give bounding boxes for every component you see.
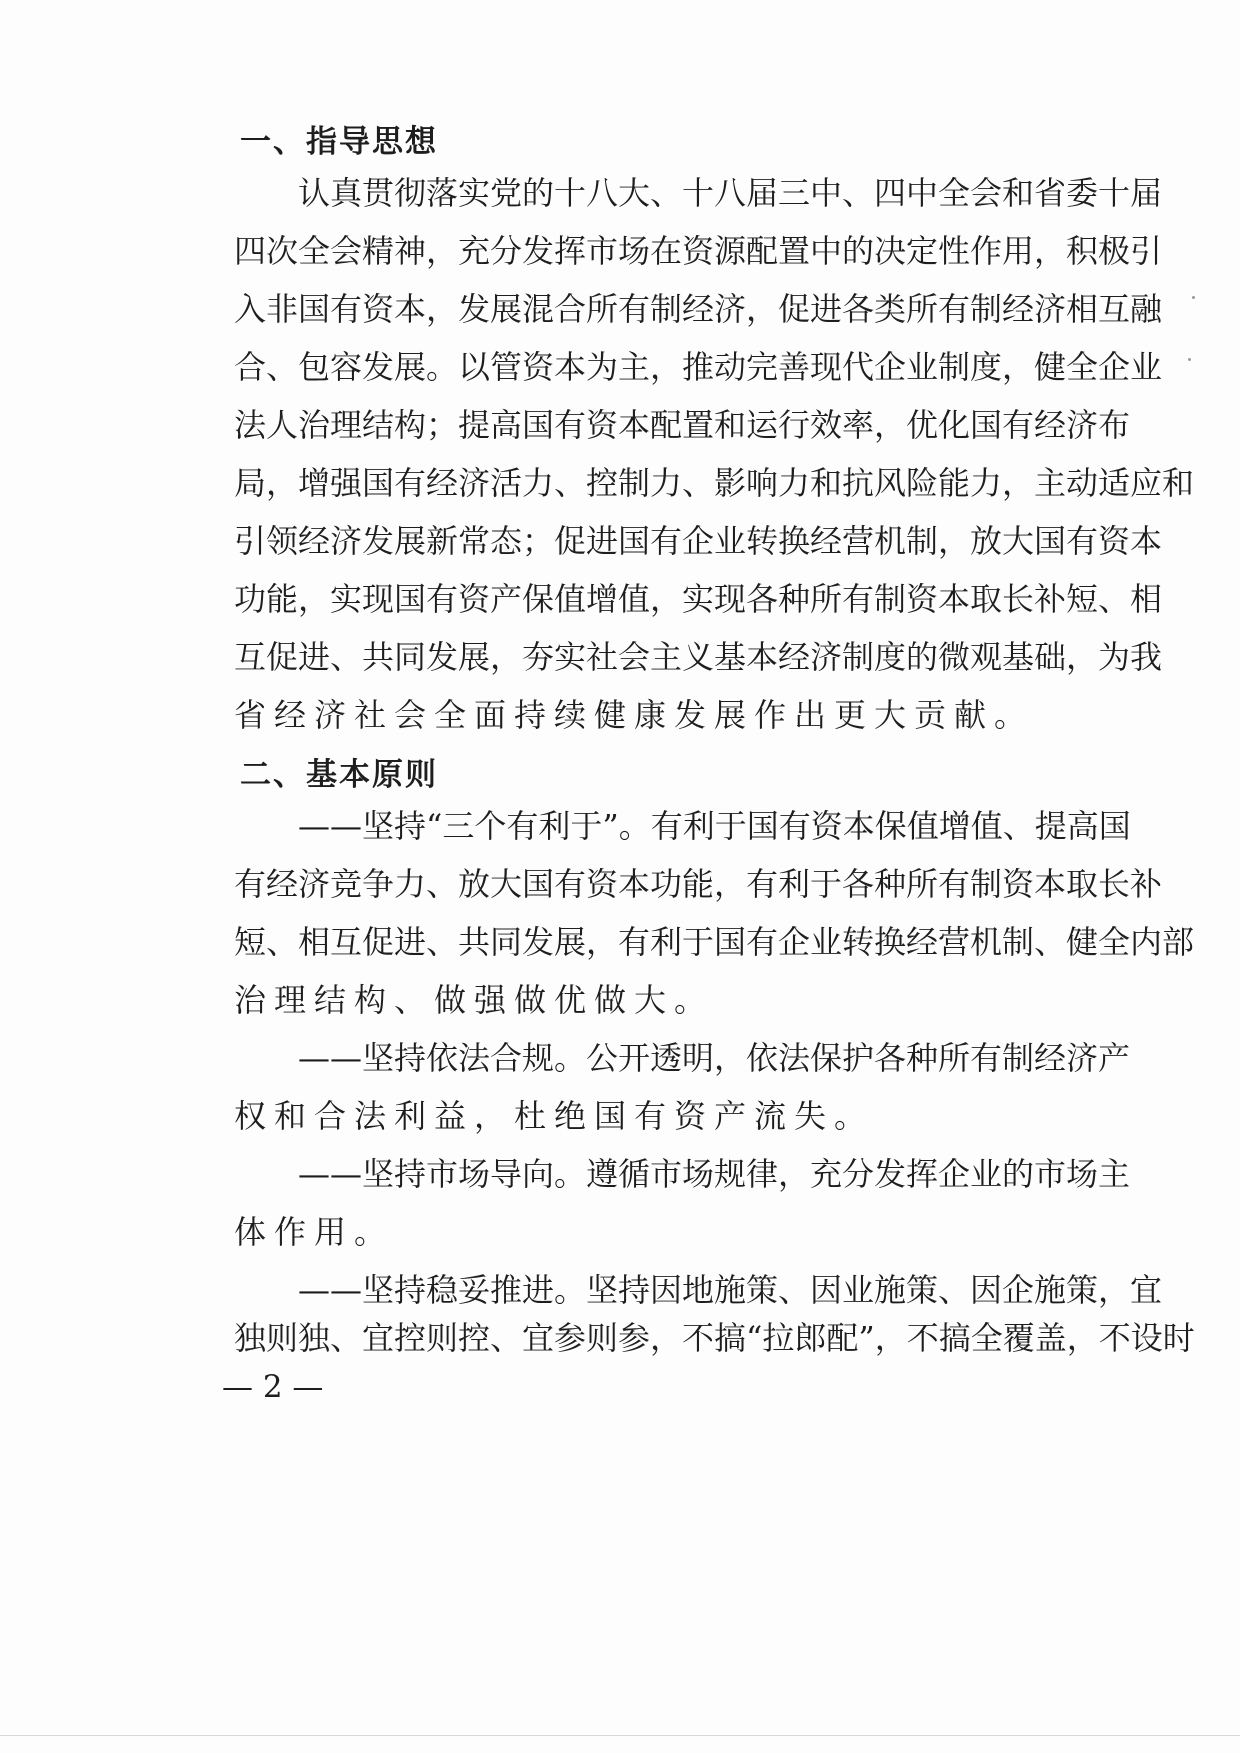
page-number: — 2 — (222, 1369, 324, 1405)
section-1-line: 互促进、共同发展，夯实社会主义基本经济制度的微观基础，为我 (234, 638, 1163, 676)
section-1-line: 入非国有资本，发展混合所有制经济，促进各类所有制经济相互融 (234, 290, 1163, 328)
scan-speck (1188, 358, 1191, 361)
principle-4-line: ——坚持稳妥推进。坚持因地施策、因业施策、因企施策，宜 (298, 1271, 1163, 1309)
section-1-heading: 一、指导思想 (240, 124, 438, 160)
section-1-line: 省经济社会全面持续健康发展作出更大贡献。 (234, 696, 1035, 734)
principle-1-line: 短、相互促进、共同发展，有利于国有企业转换经营机制、健全内部 (234, 923, 1195, 961)
section-1-line: 认真贯彻落实党的十八大、十八届三中、四中全会和省委十届 (298, 174, 1163, 212)
section-1-line: 合、包容发展。以管资本为主，推动完善现代企业制度，健全企业 (234, 348, 1163, 386)
principle-2-line: 权和合法利益，杜绝国有资产流失。 (234, 1097, 875, 1135)
section-1-line: 局，增强国有经济活力、控制力、影响力和抗风险能力，主动适应和 (234, 464, 1195, 502)
section-1-line: 法人治理结构；提高国有资本配置和运行效率，优化国有经济布 (234, 406, 1131, 444)
principle-1-line: ——坚持“三个有利于”。有利于国有资本保值增值、提高国 (298, 807, 1131, 845)
principle-1-line: 治理结构、做强做优做大。 (234, 981, 715, 1019)
principle-1-line: 有经济竞争力、放大国有资本功能，有利于各种所有制资本取长补 (234, 865, 1163, 903)
section-2-heading: 二、基本原则 (240, 757, 438, 793)
principle-3-line: ——坚持市场导向。遵循市场规律，充分发挥企业的市场主 (298, 1155, 1131, 1193)
principle-3-line: 体作用。 (234, 1213, 395, 1251)
scan-edge-line (0, 1735, 1240, 1736)
section-1-line: 四次全会精神，充分发挥市场在资源配置中的决定性作用，积极引 (234, 232, 1163, 270)
section-1-line: 功能，实现国有资产保值增值，实现各种所有制资本取长补短、相 (234, 580, 1163, 618)
scan-speck (1192, 296, 1195, 299)
principle-4-line: 独则独、宜控则控、宜参则参，不搞“拉郎配”，不搞全覆盖，不设时 (234, 1319, 1195, 1357)
section-1-line: 引领经济发展新常态；促进国有企业转换经营机制，放大国有资本 (234, 522, 1163, 560)
principle-2-line: ——坚持依法合规。公开透明，依法保护各种所有制经济产 (298, 1039, 1131, 1077)
